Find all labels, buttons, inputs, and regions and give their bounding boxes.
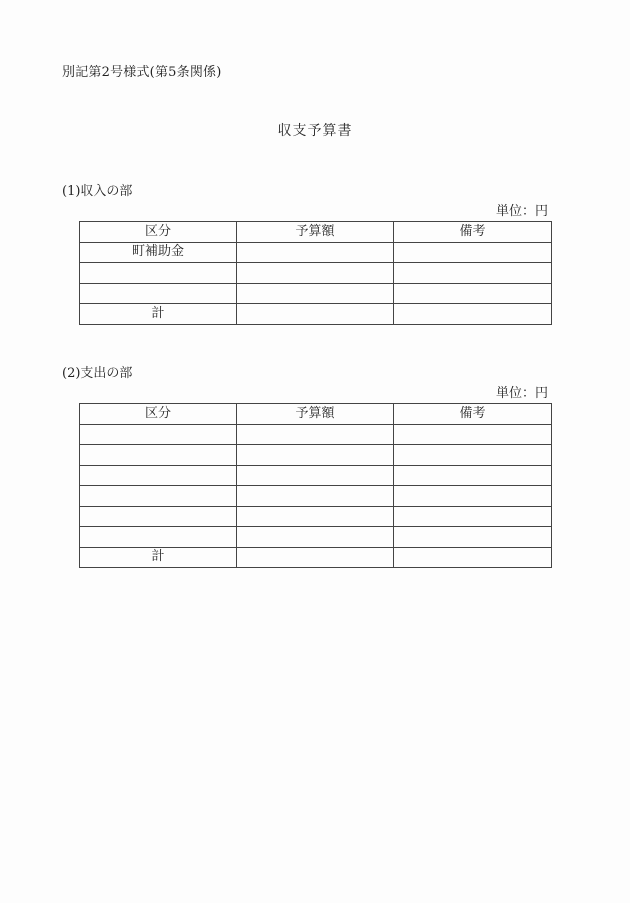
remarks-cell (394, 304, 552, 325)
total-label-cell: 計 (80, 304, 237, 325)
category-cell (80, 424, 237, 445)
header-budget-amount: 予算額 (237, 222, 394, 243)
amount-cell (237, 506, 394, 527)
amount-cell (237, 527, 394, 548)
amount-cell (237, 486, 394, 507)
category-cell (80, 486, 237, 507)
amount-cell (237, 283, 394, 304)
table-row (80, 445, 552, 466)
amount-cell (237, 445, 394, 466)
income-unit-label: 単位：円 (495, 204, 548, 219)
amount-cell (237, 242, 394, 263)
header-category: 区分 (80, 404, 237, 425)
table-row (80, 242, 552, 263)
table-header-row (80, 222, 552, 243)
income-section-heading: (1)収入の部 (62, 184, 133, 199)
form-label: 別記第2号様式(第5条関係) (62, 65, 222, 80)
amount-cell (237, 547, 394, 568)
remarks-cell (394, 242, 552, 263)
amount-cell (237, 304, 394, 325)
category-cell (80, 527, 237, 548)
category-cell (80, 283, 237, 304)
header-remarks: 備考 (394, 222, 552, 243)
amount-cell (237, 263, 394, 284)
remarks-cell (394, 263, 552, 284)
table-header-row (80, 404, 552, 425)
category-cell (80, 445, 237, 466)
remarks-cell (394, 547, 552, 568)
remarks-cell (394, 527, 552, 548)
expense-unit-label: 単位：円 (495, 386, 548, 401)
header-budget-amount: 予算額 (237, 404, 394, 425)
remarks-cell (394, 424, 552, 445)
category-cell: 町補助金 (80, 242, 237, 263)
total-label-cell: 計 (80, 547, 237, 568)
table-row (80, 263, 552, 284)
category-cell (80, 506, 237, 527)
category-cell (80, 263, 237, 284)
table-row (80, 527, 552, 548)
expense-table (79, 403, 552, 568)
remarks-cell (394, 445, 552, 466)
remarks-cell (394, 506, 552, 527)
remarks-cell (394, 486, 552, 507)
remarks-cell (394, 465, 552, 486)
total-row (80, 547, 552, 568)
table-row (80, 465, 552, 486)
income-table (79, 221, 552, 325)
table-row (80, 486, 552, 507)
total-row (80, 304, 552, 325)
header-category: 区分 (80, 222, 237, 243)
amount-cell (237, 424, 394, 445)
table-row (80, 424, 552, 445)
category-cell (80, 465, 237, 486)
expense-section-heading: (2)支出の部 (62, 366, 133, 381)
remarks-cell (394, 283, 552, 304)
amount-cell (237, 465, 394, 486)
table-row (80, 506, 552, 527)
header-remarks: 備考 (394, 404, 552, 425)
document-title: 収支予算書 (277, 123, 353, 139)
table-row (80, 283, 552, 304)
